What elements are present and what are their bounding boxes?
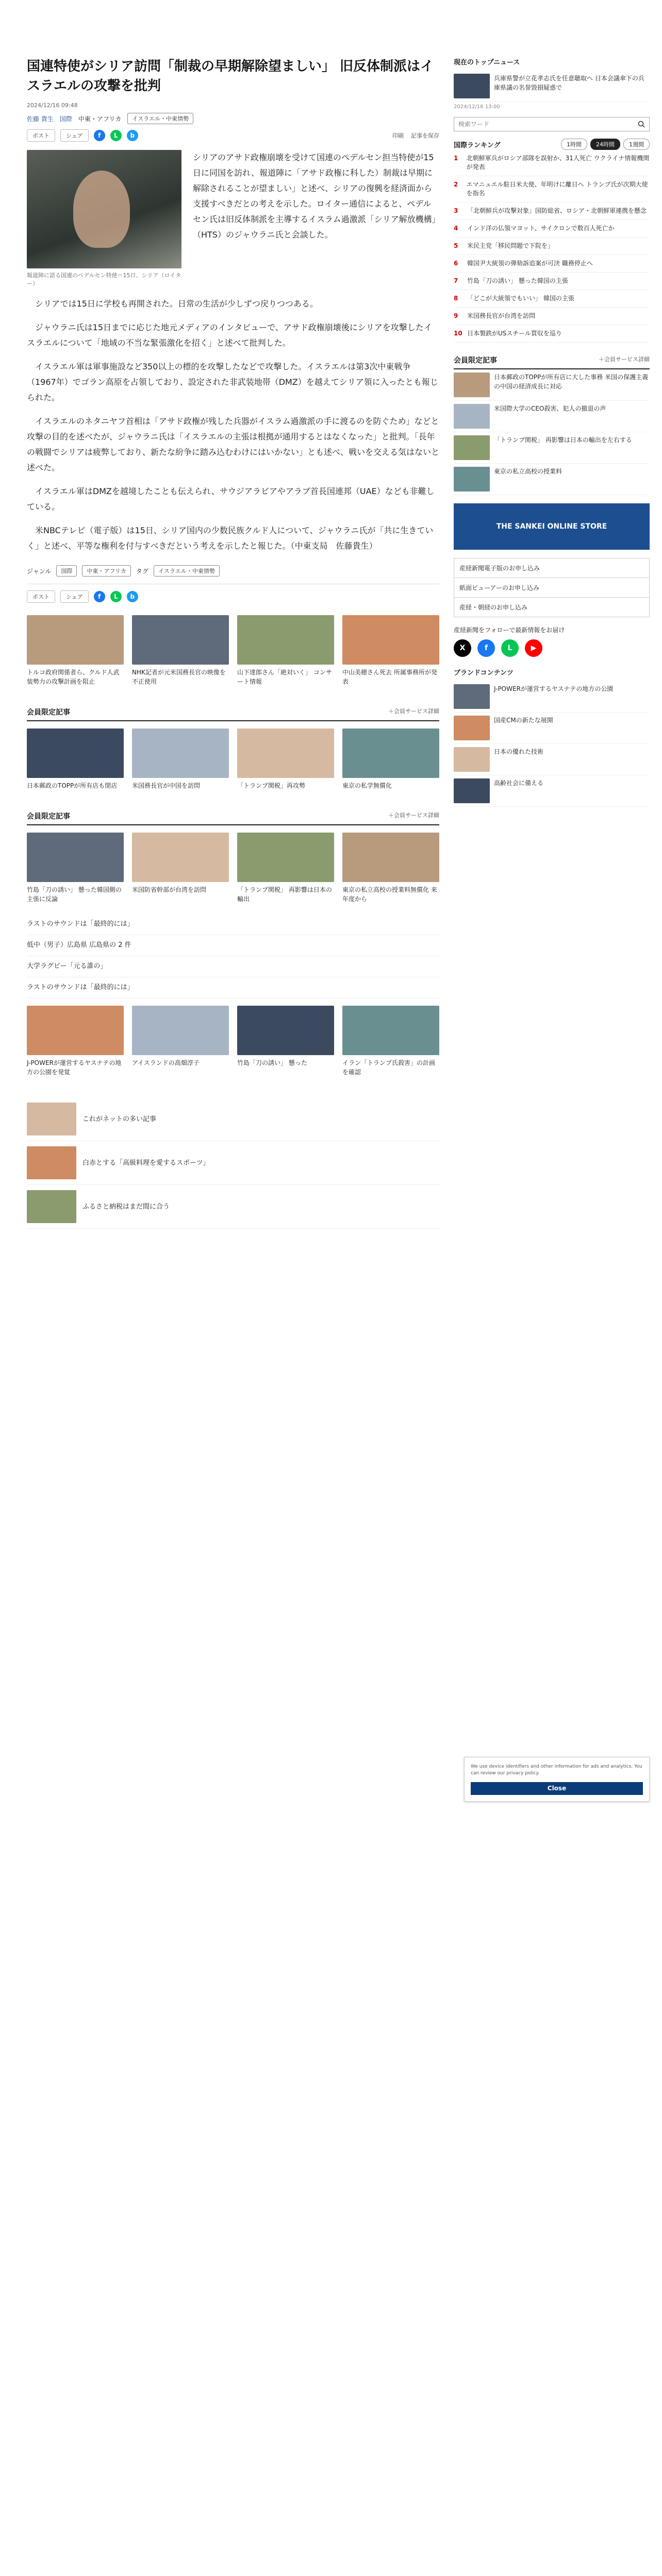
news-card-title: 山下達郎さん「絶対いく」 コンサート情報: [237, 669, 332, 685]
list-item-thumbnail: [454, 372, 490, 397]
news-card-title: 竹島「刀の誘い」 懸った韓国側の主張に反論: [27, 886, 122, 903]
sns-row: [454, 639, 650, 657]
ad-title: 白赤とする「高級料理を愛するスポーツ」: [82, 1159, 210, 1167]
share-button[interactable]: シェア: [60, 129, 89, 142]
news-card-thumbnail: [342, 615, 439, 665]
article-paragraph: イスラエル軍はDMZを越境したことも伝えられ、サウジアラビアやアラブ首長国連邦（UAE）なども非難している。: [27, 486, 435, 512]
news-card[interactable]: [342, 1006, 439, 1077]
top-news-item[interactable]: [454, 71, 650, 102]
news-card[interactable]: [342, 728, 439, 790]
list-item-text: 「トランプ関税」 再影響は日本の輸出を左右する: [494, 436, 632, 444]
ranking-item[interactable]: 2 エマニュエル駐日米大使、年明けに離日へ トランプ氏が次期大使を指名: [454, 176, 650, 202]
list-item[interactable]: 大学ラグビー「元る誰の」: [27, 956, 439, 977]
cookie-close-button[interactable]: Close: [471, 1782, 643, 1795]
top-news-date: 2024/12/16 13:00: [454, 104, 500, 110]
article-paragraph: シリアでは15日に学校も再開された。日常の生活が少しずつ戻りつつある。: [35, 299, 318, 309]
author-link[interactable]: 佐藤 貴生: [27, 115, 54, 123]
news-card[interactable]: [342, 615, 439, 686]
news-card-title: NHK記者が元米国務長官の映像を不正使用: [132, 669, 226, 685]
tag-label: タグ: [136, 567, 148, 575]
list-item-text: J-POWERが運営するヤスナテの地方の公園: [494, 685, 614, 692]
article-date: 2024/12/16 09:48: [27, 102, 78, 109]
news-card[interactable]: [342, 833, 439, 904]
ranking-text: 米民主党「移民問題で下院を」: [467, 242, 554, 249]
news-card-title: 中山美穂さん死去 所属事務所が発表: [342, 669, 437, 685]
tab-1hour[interactable]: 1時間: [561, 139, 587, 150]
ranking-item[interactable]: 10 日本製鉄がUSスチール買収を巡り: [454, 325, 650, 343]
genre-item[interactable]: 中東・アフリカ: [82, 565, 130, 577]
ad-section: [27, 1097, 439, 1229]
news-card-thumbnail: [27, 615, 124, 665]
news-card[interactable]: [132, 615, 229, 686]
genre-item[interactable]: 国際: [56, 565, 77, 577]
ranking-text: 北朝鮮軍兵がロシア部隊を誤射か、31人死亡 ウクライナ情報機関が発表: [466, 155, 650, 171]
search-box: [454, 117, 650, 131]
ranking-text: 「どこが大統領でもいい」 韓国の主張: [467, 295, 574, 302]
news-card-title: 米国務長官が中国を訪問: [132, 782, 201, 789]
news-card-thumbnail: [342, 728, 439, 778]
list-item[interactable]: [454, 681, 650, 713]
ad-item[interactable]: [27, 1141, 439, 1185]
news-card-thumbnail: [237, 615, 334, 665]
subscription-link[interactable]: 産経・朝経のお申し込み: [459, 604, 528, 611]
sidebar-members-title: [454, 355, 650, 369]
list-item-thumbnail: [454, 778, 490, 803]
facebook-icon[interactable]: f: [94, 591, 105, 602]
cookie-text: We use device identifiers and other information for ads and analytics. You can review our privacy policy.: [471, 1764, 642, 1776]
section-heading: 会員限定記事: [27, 708, 70, 717]
list-item[interactable]: [454, 401, 650, 432]
news-card[interactable]: [27, 1006, 124, 1077]
top-news-list: [454, 71, 650, 102]
news-card-thumbnail: [237, 728, 334, 778]
ad-image: [27, 1190, 76, 1223]
section-heading: 会員限定記事: [454, 357, 497, 365]
article-paragraph: イスラエル軍は軍事施設など350以上の標的を攻撃したなどで攻撃した。イスラエルは第3次中東戦争（1967年）でゴラン高原を占領しており、設定された非武装地帯（DMZ）を越えてシリア領に入ったとも報じられた。: [27, 362, 438, 402]
ranking-item[interactable]: 1 北朝鮮軍兵がロシア部隊を誤射か、31人死亡 ウクライナ情報機関が発表: [454, 150, 650, 176]
news-card-thumbnail: [27, 833, 124, 882]
news-card[interactable]: [27, 833, 124, 904]
ranking-tabs: [454, 139, 650, 150]
post-button[interactable]: ポスト: [27, 129, 55, 142]
recommend-section: [27, 615, 439, 686]
share-bar: [27, 129, 439, 142]
news-card[interactable]: [132, 833, 229, 904]
sidebar-members-list: [454, 369, 650, 495]
line-icon[interactable]: L: [110, 591, 122, 602]
tab-1week[interactable]: 1週間: [623, 139, 650, 150]
news-card[interactable]: [237, 615, 334, 686]
subscription-link[interactable]: 紙面ビューアーのお申し込み: [454, 578, 649, 598]
list-item-text: 東京の私立高校の授業料: [494, 468, 562, 475]
share-button[interactable]: シェア: [60, 590, 89, 603]
list-item-thumbnail: [454, 747, 490, 772]
list-item[interactable]: [454, 775, 650, 807]
ad-title: これがネットの多い記事: [82, 1115, 157, 1123]
list-item[interactable]: ラストのサウンドは「最終的には」: [27, 977, 439, 998]
main-column: [27, 57, 439, 1229]
news-card[interactable]: [237, 1006, 334, 1077]
sns-title: 産経新聞をフォローで最新情報をお届け: [454, 626, 565, 634]
ranking-text: 米国務長官が台湾を訪問: [467, 312, 536, 319]
related-list: [27, 914, 439, 998]
news-card-thumbnail: [27, 1006, 124, 1055]
news-card[interactable]: [132, 728, 229, 790]
list-item-thumbnail: [454, 435, 490, 460]
news-card-title: 「トランプ関税」再攻勢: [237, 782, 306, 789]
brand-list: [454, 681, 650, 807]
member-service-link[interactable]: ＋会員サービス詳細: [388, 708, 439, 715]
news-card-title: 日本郵政のTOPPが所有店も閉店: [27, 782, 118, 789]
list-item-text: 日本郵政のTOPPが所有店に大した事務 米国の保護主義の中国の経済成長に対応: [494, 374, 649, 390]
facebook-icon[interactable]: f: [94, 130, 105, 141]
list-item[interactable]: [454, 369, 650, 401]
ranking-title: 国際ランキング: [454, 141, 501, 149]
ranking-text: 韓国尹大統領の弾劾訴追案が可決 職務停止へ: [467, 260, 593, 267]
cookie-notice: [464, 1757, 650, 1802]
top-news-title: 現在のトップニュース: [454, 59, 520, 66]
list-item-text: 米国際大学のCEO殺害、犯人の撤退の声: [494, 405, 606, 412]
bluesky-icon[interactable]: b: [127, 130, 138, 141]
article-photo: [27, 150, 181, 268]
article-paragraph: ジャウラニ氏は15日までに応じた地元メディアのインタビューで、アサド政権崩壊後にシリアを攻撃したイスラエルについて「地域の不当な緊張激化を招く」と述べて批判した。: [27, 323, 432, 348]
member-service-link[interactable]: ＋会員サービス詳細: [599, 356, 650, 363]
ranking-item[interactable]: 7 竹島「刀の誘い」 懸った韓国の主張: [454, 273, 650, 290]
article-headline: 国連特使がシリア訪問「制裁の早期解除望ましい」 旧反体制派はイスラエルの攻撃を批判: [27, 59, 434, 94]
genre-label: ジャンル: [27, 567, 52, 575]
ad-item[interactable]: [27, 1097, 439, 1141]
ranking-text: 日本製鉄がUSスチール買収を巡り: [467, 330, 562, 337]
article-byline: [27, 113, 439, 124]
search-icon[interactable]: [634, 117, 649, 131]
facebook-icon[interactable]: f: [477, 639, 495, 657]
news-card-title: J-POWERが運営するヤスナテの地方の公園を発覚: [27, 1059, 122, 1076]
ad-image: [27, 1146, 76, 1179]
region-label[interactable]: 中東・アフリカ: [78, 115, 122, 123]
news-card-title: アイスランドの高畑淳子: [132, 1059, 200, 1066]
ad-image: [27, 1103, 76, 1136]
category-link[interactable]: 国際: [59, 115, 72, 123]
list-item[interactable]: [454, 744, 650, 775]
topic-tag[interactable]: イスラエル・中東情勢: [154, 565, 220, 577]
news-card-title: 東京の私学無償化: [342, 782, 392, 789]
ranking-item[interactable]: 6 韓国尹大統領の弾劾訴追案が可決 職務停止へ: [454, 255, 650, 273]
member-service-link[interactable]: ＋会員サービス詳細: [388, 812, 439, 819]
bottom-share-bar: [27, 584, 439, 603]
genre-row: [27, 565, 439, 577]
line-icon[interactable]: L: [110, 130, 122, 141]
ranking-text: インド洋の仏領マヨット、サイクロンで数百人死亡か: [467, 225, 615, 232]
list-item-thumbnail: [454, 467, 490, 492]
section-title: [27, 811, 439, 825]
top-news-text: 兵庫県警が立花孝志氏を任意聴取へ 日本会議傘下の兵庫県議の名誉毀損疑惑で: [494, 75, 644, 91]
news-card[interactable]: [237, 833, 334, 904]
subscription-links: [454, 558, 650, 617]
ranking-item[interactable]: 8 「どこが大統領でもいい」 韓国の主張: [454, 290, 650, 308]
list-item-thumbnail: [454, 404, 490, 429]
news-card-title: 竹島「刀の誘い」 懸った: [237, 1059, 307, 1066]
list-item-text: 高齢社会に備える: [494, 779, 544, 787]
ranking-text: 「北朝鮮兵が攻撃対象」国防総省、ロシア・北朝鮮軍連携を懸念: [467, 207, 647, 214]
article-paragraph: 米NBCテレビ（電子版）は15日、シリア国内の少数民族クルド人について、ジャウラニ氏が「共に生きていく」と述べ、平等な権利を付与すべきだという考えを示したと報じた。（中東支局 佐藤貴生）: [27, 526, 434, 551]
news-card-thumbnail: [237, 833, 334, 882]
ranking-item[interactable]: 5 米民主党「移民問題で下院を」: [454, 238, 650, 255]
news-card-thumbnail: [132, 615, 229, 665]
topic-tag[interactable]: イスラエル・中東情勢: [127, 113, 193, 124]
section-title: [27, 707, 439, 721]
members-section: [27, 707, 439, 790]
ranking-text: エマニュエル駐日米大使、年明けに離日へ トランプ氏が次期大使を指名: [466, 181, 648, 197]
youtube-icon[interactable]: ▶: [525, 639, 542, 657]
ad-title: ふるさと納税はまだ間に合う: [82, 1202, 170, 1211]
related-section: [27, 811, 439, 1077]
x-icon[interactable]: X: [454, 639, 471, 657]
article-lead: シリアのアサド政権崩壊を受けて国連のペデルセン担当特使が15日に同国を訪れ、報道陣に「アサド政権に科した）制裁は早期に解除されることが望ましい」と述べ、シリアの復興を経済面から支援すべきだとの考えを示した。ロイター通信によると、ペデルセン氏は旧反体制派を主導するイスラム過激派「シリア解放機構」（HTS）のジャウラニ氏と会談した。: [193, 152, 436, 240]
print-button[interactable]: 印刷: [392, 132, 404, 139]
list-item-text: 国産CMの新たな展開: [494, 717, 553, 724]
top-news-thumbnail: [454, 74, 490, 98]
list-item[interactable]: 低中（男子）広島県 広島県の 2 件: [27, 935, 439, 956]
subscription-link[interactable]: 産経新聞電子版のお申し込み: [454, 558, 649, 578]
list-item[interactable]: [454, 464, 650, 495]
news-card[interactable]: [27, 615, 124, 686]
news-card-title: 米国防省幹部が台湾を訪問: [132, 886, 207, 893]
article-paragraph: イスラエルのネタニヤフ首相は「アサド政権が残した兵器がイスラム過激派の手に渡るのを防ぐため」などと攻撃の目的を述べたが、ジャウラニ氏は「イスラエルの主張は根拠が通用するとはなくなった」と批判。「長年の戦闘でシリアは疲弊しており、新たな紛争に踏み込むわけにはいかない」とも述べ、戦いを交える気はないと述べた。: [27, 416, 440, 472]
news-card-title: 東京の私立高校の授業料無償化 来年度から: [342, 886, 437, 903]
section-heading: 会員限定記事: [27, 812, 70, 821]
post-button[interactable]: ポスト: [27, 590, 55, 603]
ranking-list: [454, 150, 650, 343]
save-article-button[interactable]: 記事を保存: [411, 132, 439, 139]
bluesky-icon[interactable]: b: [127, 591, 138, 602]
news-card-thumbnail: [237, 1006, 334, 1055]
ranking-item[interactable]: 9 米国務長官が台湾を訪問: [454, 308, 650, 325]
ad-item[interactable]: [27, 1185, 439, 1229]
search-input[interactable]: [454, 117, 634, 131]
line-icon[interactable]: L: [501, 639, 519, 657]
news-card-thumbnail: [27, 728, 124, 778]
news-card[interactable]: [132, 1006, 229, 1077]
photo-caption: 報道陣に語る国連のペデルセン特使＝15日、シリア（ロイター）: [27, 272, 181, 287]
store-banner[interactable]: THE SANKEI ONLINE STORE: [454, 503, 650, 550]
news-card-title: イラン「トランプ氏殺害」の計画を確認: [342, 1059, 436, 1076]
list-item-thumbnail: [454, 716, 490, 740]
news-card-thumbnail: [132, 833, 229, 882]
list-item[interactable]: ラストのサウンドは「最終的には」: [27, 914, 439, 935]
ranking-item[interactable]: 4 インド洋の仏領マヨット、サイクロンで数百人死亡か: [454, 220, 650, 238]
news-card-thumbnail: [342, 833, 439, 882]
news-card[interactable]: [27, 728, 124, 790]
list-item[interactable]: [454, 432, 650, 464]
news-card-thumbnail: [342, 1006, 439, 1055]
ranking-item[interactable]: 3 「北朝鮮兵が攻撃対象」国防総省、ロシア・北朝鮮軍連携を懸念: [454, 202, 650, 220]
news-card-title: トルコ政府関係者ら、クルド人武装勢力の攻撃計画を阻止: [27, 669, 120, 685]
list-item-text: 日本の優れた技術: [494, 748, 544, 755]
news-card-thumbnail: [132, 1006, 229, 1055]
tab-24hours[interactable]: 24時間: [590, 139, 620, 150]
news-card-thumbnail: [132, 728, 229, 778]
news-card[interactable]: [237, 728, 334, 790]
ranking-text: 竹島「刀の誘い」 懸った韓国の主張: [467, 277, 568, 284]
news-card-title: 「トランプ関税」 再影響は日本の輸出: [237, 886, 332, 903]
sidebar: [454, 57, 650, 807]
list-item-thumbnail: [454, 684, 490, 709]
list-item[interactable]: [454, 713, 650, 744]
brand-title: ブランドコンテンツ: [454, 669, 514, 677]
